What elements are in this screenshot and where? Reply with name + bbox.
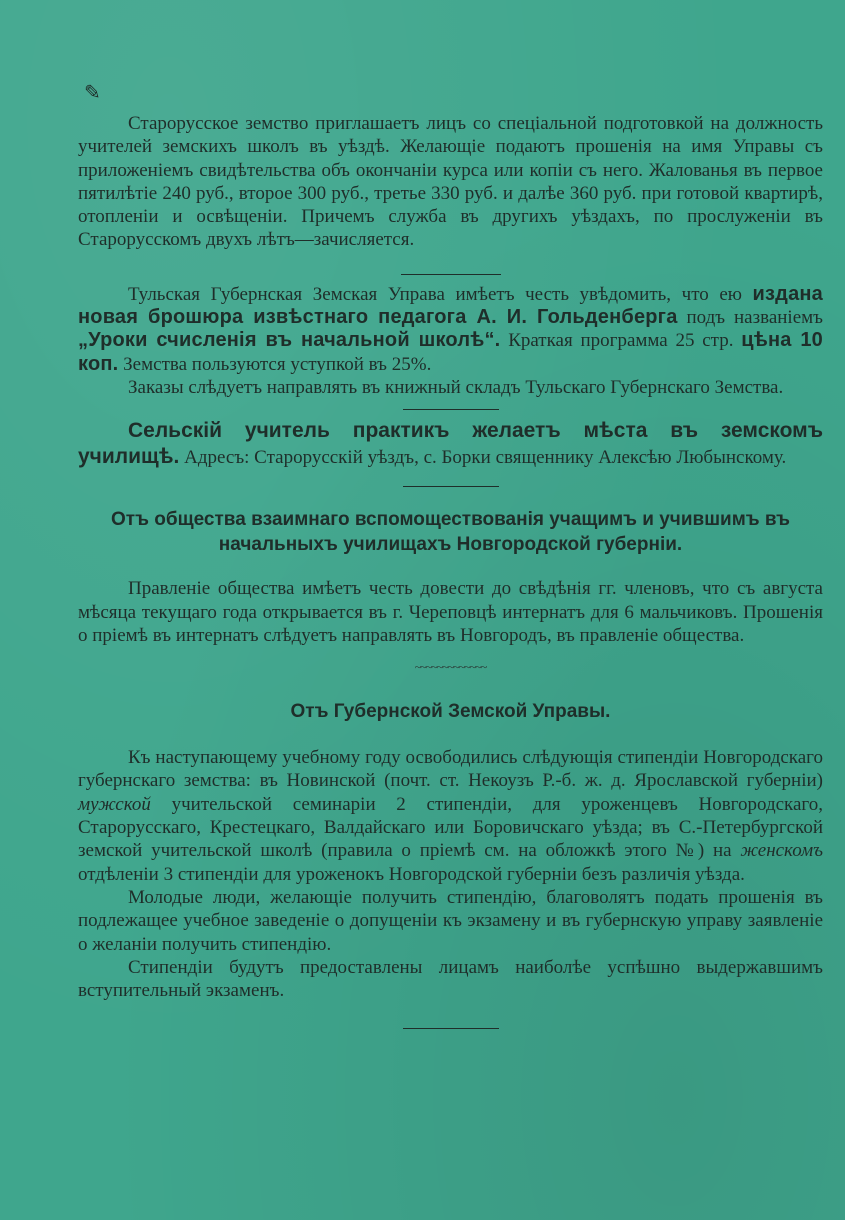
closing-rule bbox=[403, 1028, 499, 1029]
society-text: Правленіе общества имѣетъ честь довести до свѣдѣнія гг. членовъ, что съ августа мѣсяца текущаго года открывается въ г. Череповцѣ интернатъ для 6 мальчиковъ. Прошенія о пріемѣ въ интернатъ слѣдуетъ направлять въ Новгородъ, въ правленіе общества. bbox=[78, 578, 823, 646]
staraya-russa-announcement: Старорусское земство приглашаетъ лицъ со спеціальной подготовкой на должность учителей земскихъ школъ въ уѣздѣ. Желающіе подаютъ прошенія на имя Управы съ приложеніемъ свидѣтельства объ окончаніи курса или копіи съ него. Жалованья въ первое пятилѣтіе 240 руб., второе 300 руб., третье 330 руб. и далѣе 360 руб. при готовой квартирѣ, отопленіи и освѣщеніи. Причемъ служба въ другихъ уѣздахъ, по прослуженіи въ Старорусскомъ двухъ лѣтъ—зачисляется. bbox=[78, 113, 823, 251]
tula-price-bold: цѣна 10 коп. bbox=[78, 329, 823, 375]
divider-rule bbox=[403, 409, 499, 410]
tula-text-1: Тульская Губернская Земская Управа имѣетъ честь увѣдомить, что ею bbox=[128, 283, 753, 305]
scholarships-paragraph bbox=[78, 746, 823, 886]
tula-announcement bbox=[78, 283, 823, 376]
scholarships-male-italic: мужской bbox=[78, 793, 151, 815]
scholarships-text-c: отдѣленіи 3 стипендіи для уроженокъ Новгородской губерніи безъ различія уѣзда. bbox=[78, 863, 745, 885]
divider-rule bbox=[403, 486, 499, 487]
society-heading-line2: начальныхъ училищахъ Новгородской губерніи. bbox=[218, 534, 683, 556]
scholarships-text-b: учительской семинаріи 2 стипендіи, для уроженцевъ Новгородскаго, Старорусскаго, Крестецкаго, Валдайскаго или Боровичскаго уѣзда; въ С.-Петербургской земской учительской школѣ (правила о пріемѣ см. на обложкѣ этого №) на bbox=[78, 793, 823, 862]
uprava-heading: Отъ Губернской Земской Управы. bbox=[290, 701, 611, 723]
divider-rule bbox=[401, 274, 501, 275]
teacher-seeking-position bbox=[78, 418, 823, 470]
tula-orders: Заказы слѣдуетъ направлять въ книжный складъ Тульскаго Губернскаго Земства. bbox=[128, 376, 784, 398]
wavy-divider: ~~~~~~~~~~~~~ bbox=[414, 660, 487, 675]
tula-text-2: подъ названіемъ bbox=[677, 307, 823, 329]
society-heading-line1: Отъ общества взаимнаго вспомоществованія учащимъ и учившимъ въ bbox=[111, 509, 790, 531]
teacher-ad-address: Адресъ: Старорусскій уѣздъ, с. Борки священнику Алексѣю Любынскому. bbox=[179, 447, 787, 469]
tula-brochure-bold: издана новая брошюра извѣстнаго педагога А. И. Гольденберга bbox=[78, 282, 823, 329]
scholarships-female-italic: женскомъ bbox=[740, 840, 823, 862]
page-content bbox=[78, 112, 823, 1029]
tula-title-bold: „Уроки счисленія въ начальной школѣ“. bbox=[78, 329, 501, 352]
awarding-paragraph: Стипендіи будутъ предоставлены лицамъ наиболѣе успѣшно выдержавшимъ вступительный экзаменъ. bbox=[78, 956, 823, 1002]
teacher-ad-bold: Сельскій учитель практикъ желаетъ мѣста въ земскомъ училищѣ. bbox=[78, 419, 823, 469]
printers-mark: ✎ bbox=[84, 82, 101, 104]
tula-text-4: Земства пользуются уступкой въ 25%. bbox=[118, 353, 432, 375]
tula-text-3: Краткая программа 25 стр. bbox=[500, 330, 742, 352]
scholarships-text-a: Къ наступающему учебному году освободились слѣдующія стипендіи Новгородскаго губернскаго земства: въ Новинской (почт. ст. Некоузъ Р.-б. ж. д. Ярославской губерніи) bbox=[78, 747, 823, 792]
applicants-paragraph: Молодые люди, желающіе получить стипендію, благоволятъ подать прошенія въ подлежащее учебное заведеніе о допущеніи къ экзамену и въ губернскую управу заявленіе о желаніи получить стипендію. bbox=[78, 886, 823, 955]
